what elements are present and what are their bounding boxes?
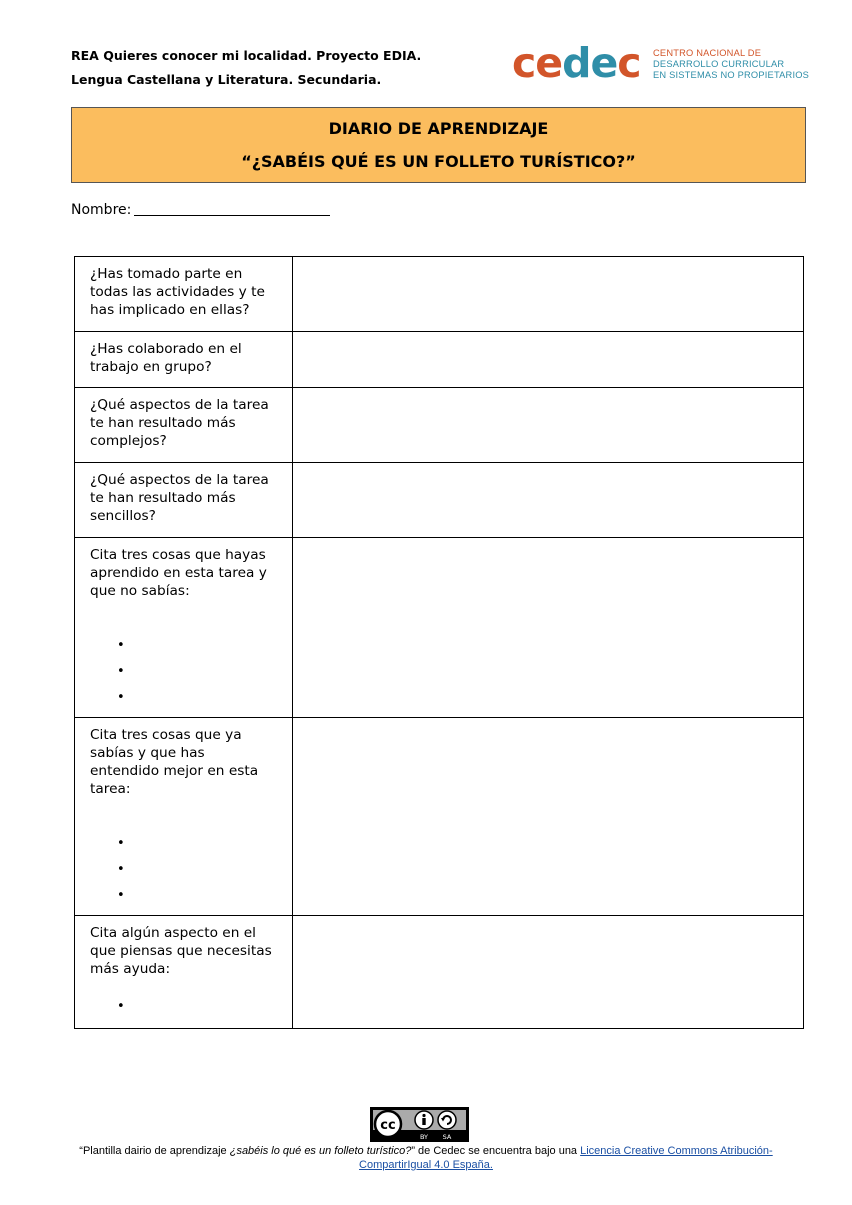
title-banner [71, 107, 806, 183]
table-row [75, 332, 804, 388]
wordmark-part-de: de [562, 39, 618, 87]
license-footer [55, 1144, 797, 1172]
header-project-line: REA Quieres conocer mi localidad. Proyecto EDIA. [71, 48, 422, 63]
bullet-item [117, 663, 292, 689]
question-text: ¿Qué aspectos de la tarea te han resultado más complejos? [90, 397, 269, 449]
table-row [75, 388, 804, 463]
cedec-subtitle-line2: DESARROLLO CURRICULAR [653, 59, 785, 69]
question-cell [75, 332, 293, 388]
answer-cell[interactable] [292, 388, 803, 463]
table-row [75, 718, 804, 916]
table-row [75, 463, 804, 538]
cedec-subtitle [653, 48, 809, 81]
cedec-wordmark [512, 38, 641, 88]
question-text: Cita algún aspecto en el que piensas que necesitas más ayuda: [90, 925, 272, 977]
question-text: ¿Has tomado parte en todas las actividades y te has implicado en ellas? [90, 266, 265, 318]
answer-cell[interactable] [292, 463, 803, 538]
license-link[interactable]: Licencia Creative Commons Atribución-CompartirIgual 4.0 España. [359, 1145, 773, 1171]
table-row [75, 916, 804, 1029]
bullet-list [75, 998, 292, 1024]
name-blank-line[interactable] [134, 201, 330, 216]
answer-cell[interactable] [292, 332, 803, 388]
svg-text:cc: cc [380, 1118, 396, 1133]
bullet-item [117, 835, 292, 861]
badge-by-label: BY [419, 1133, 429, 1141]
question-text: Cita tres cosas que hayas aprendido en esta tarea y que no sabías: [90, 547, 267, 599]
bullet-item [117, 887, 292, 913]
question-cell [75, 916, 293, 1029]
cedec-subtitle-line1: CENTRO NACIONAL DE [653, 48, 762, 58]
wordmark-part-ce: ce [512, 39, 563, 87]
name-field [71, 201, 330, 218]
question-cell [75, 463, 293, 538]
bullet-item [117, 998, 292, 1024]
table-row [75, 257, 804, 332]
bullet-item [117, 689, 292, 715]
bullet-item [117, 637, 292, 663]
creative-commons-by-sa-icon [370, 1107, 469, 1142]
answer-cell[interactable] [292, 257, 803, 332]
question-cell [75, 538, 293, 718]
bullet-item [117, 861, 292, 887]
question-cell [75, 718, 293, 916]
badge-sa-label: SA [442, 1133, 452, 1141]
question-cell [75, 388, 293, 463]
cedec-logo [512, 38, 812, 88]
footer-middle: ” de Cedec se encuentra bajo una [411, 1145, 581, 1157]
cedec-subtitle-line3: EN SISTEMAS NO PROPIETARIOS [653, 70, 810, 80]
bullet-list [75, 637, 292, 715]
header-subject-line: Lengua Castellana y Literatura. Secundaria. [71, 72, 382, 87]
question-text: ¿Has colaborado en el trabajo en grupo? [90, 341, 242, 375]
question-text: Cita tres cosas que ya sabías y que has entendido mejor en esta tarea: [90, 727, 259, 797]
question-text: ¿Qué aspectos de la tarea te han resultado más sencillos? [90, 472, 269, 524]
bullet-list [75, 835, 292, 913]
page-subtitle: “¿SABÉIS QUÉ ES UN FOLLETO TURÍSTICO?” [241, 152, 636, 171]
footer-prefix: “Plantilla dairio de aprendizaje [79, 1145, 230, 1157]
answer-cell[interactable] [292, 916, 803, 1029]
reflection-table [74, 256, 804, 1029]
answer-cell[interactable] [292, 538, 803, 718]
page-title: DIARIO DE APRENDIZAJE [328, 119, 549, 138]
question-cell [75, 257, 293, 332]
name-label: Nombre: [71, 202, 132, 218]
answer-cell[interactable] [292, 718, 803, 916]
footer-work-title: ¿sabéis lo qué es un folleto turístico? [229, 1145, 412, 1157]
table-row [75, 538, 804, 718]
wordmark-part-c: c [617, 39, 641, 87]
